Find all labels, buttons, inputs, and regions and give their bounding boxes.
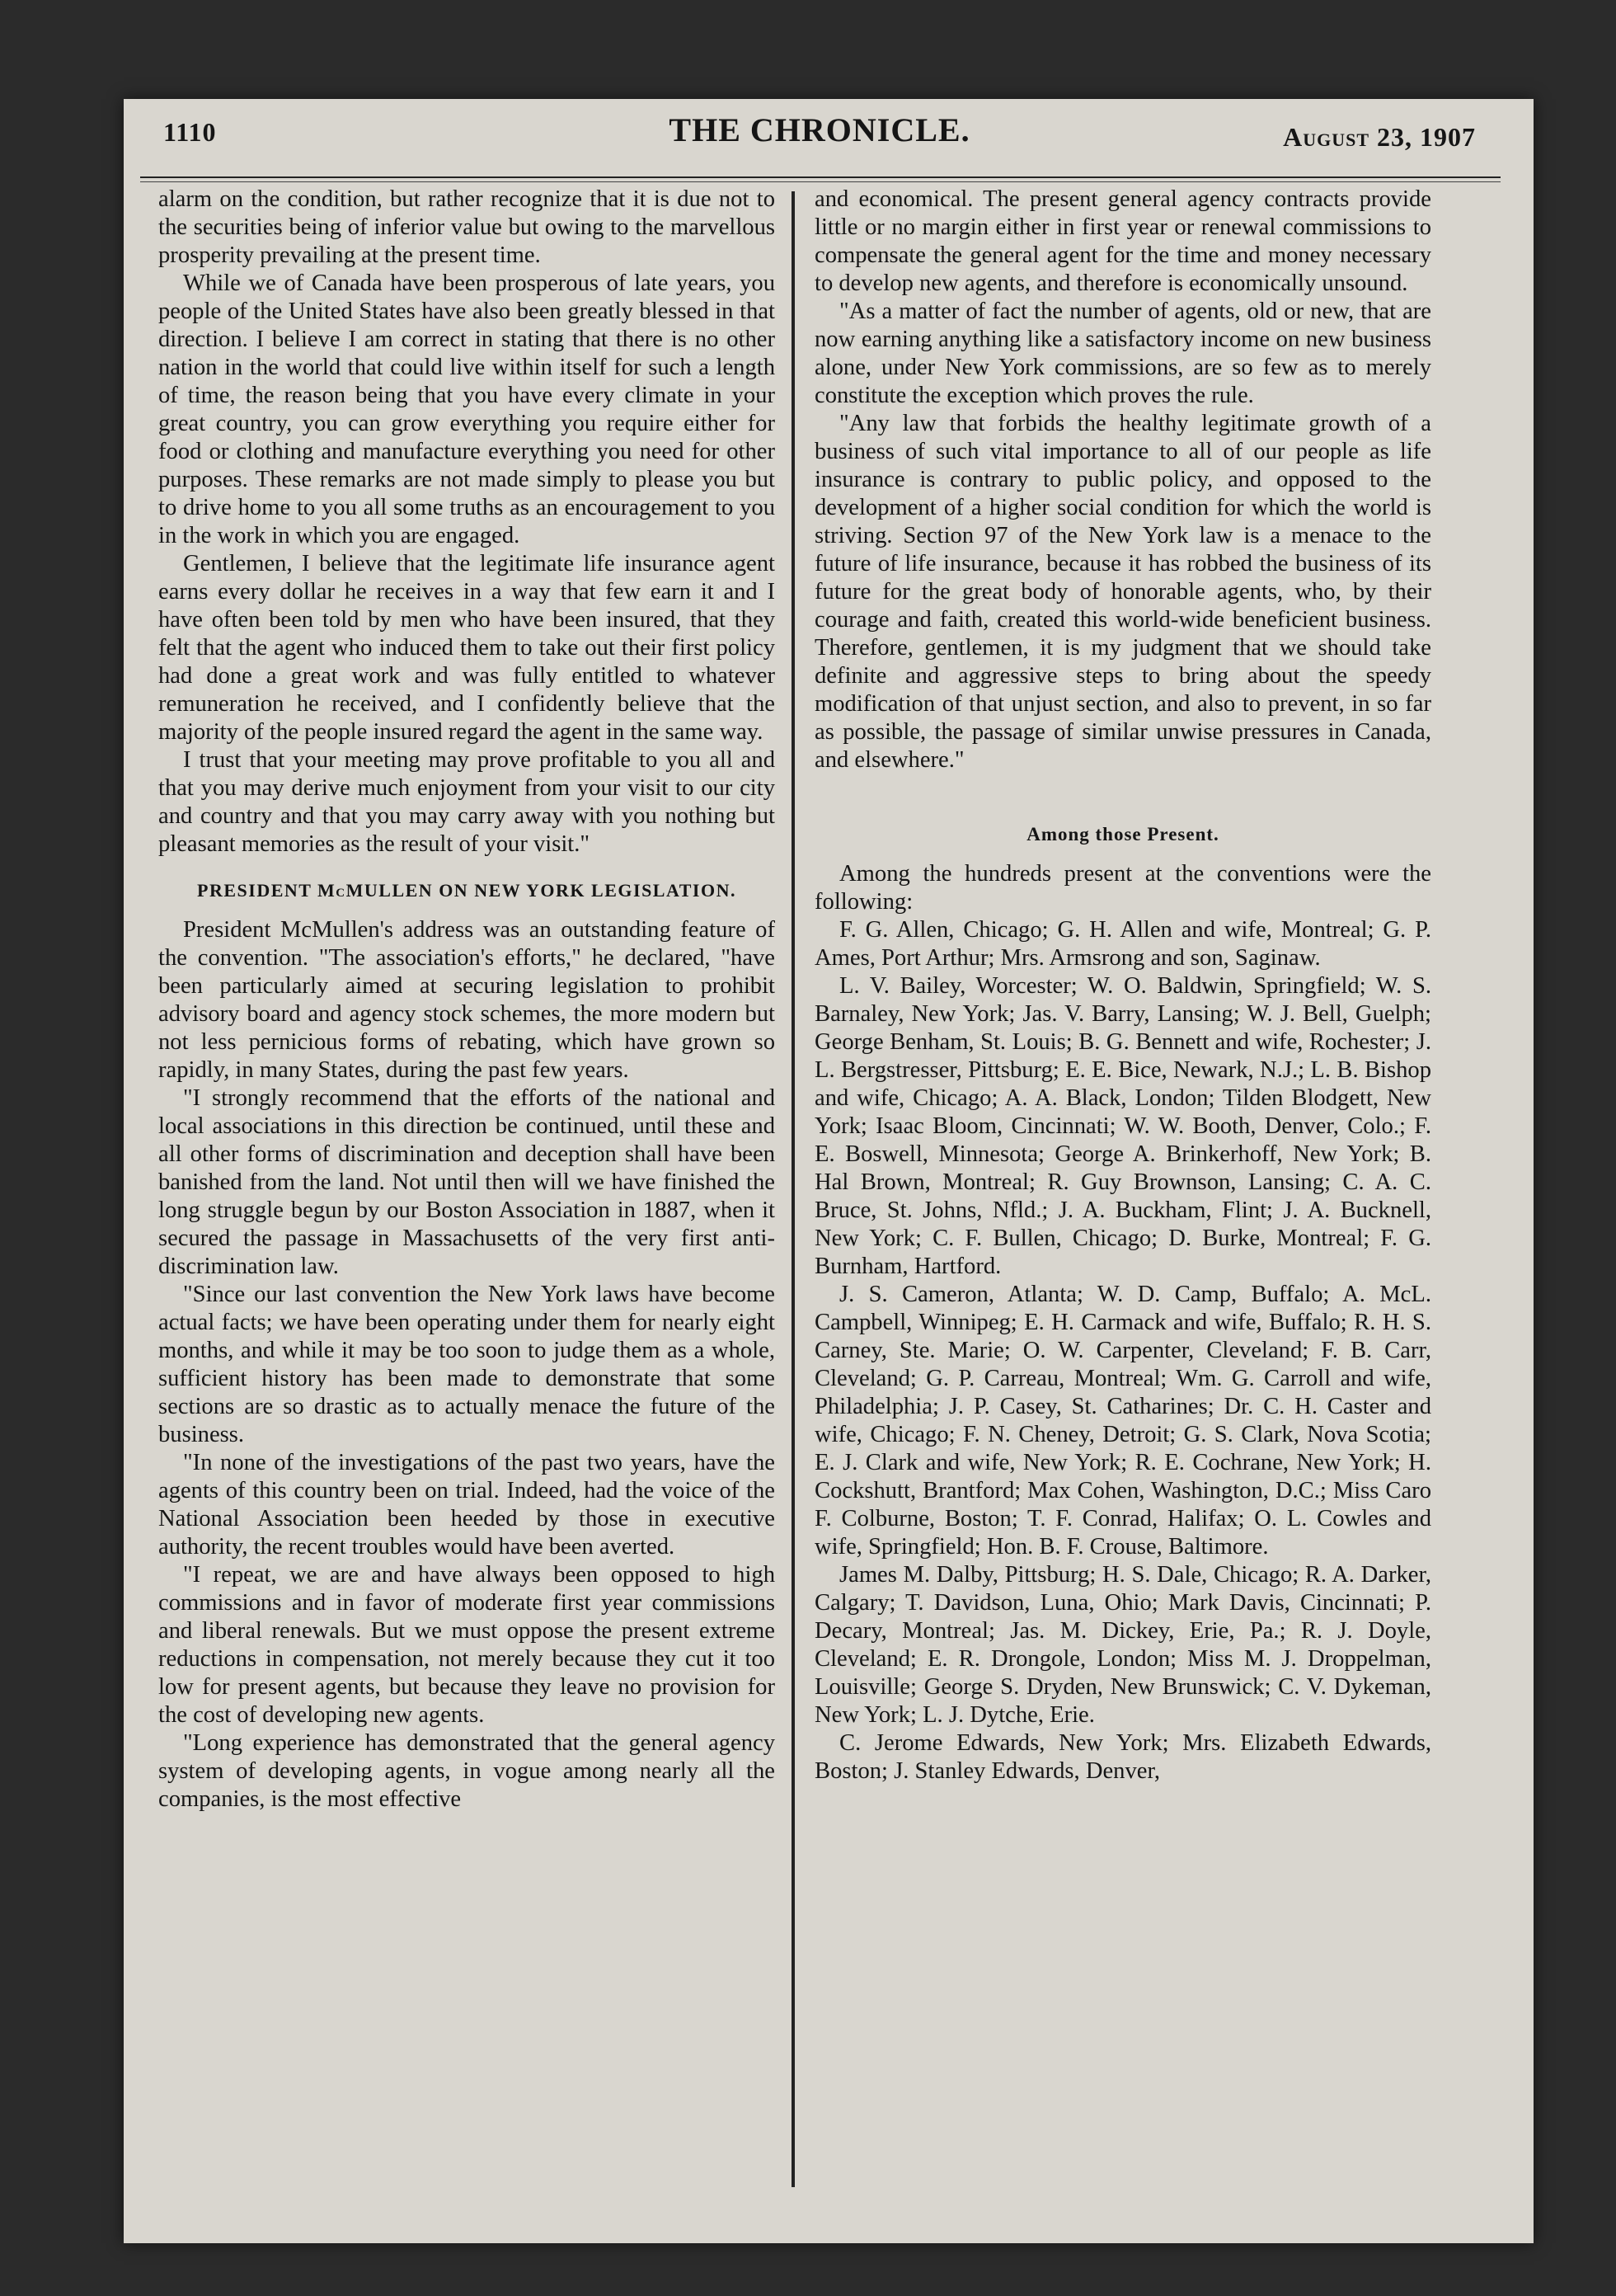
attendee-list: C. Jerome Edwards, New York; Mrs. Elizabeth Edwards, Boston; J. Stanley Edwards, Denver, — [815, 1730, 1431, 1784]
attendee-list: J. S. Cameron, Atlanta; W. D. Camp, Buffalo; A. McL. Campbell, Winnipeg; E. H. Carmack and wife, Buffalo; R. H. S. Carney, Ste. Marie; O. W. Carpenter, Cleveland; F. B. Carr, Cleveland; G. P. Carreau, Montreal; Wm. G. Carroll and wife, Philadelphia; J. P. Casey, St. Catharines; Dr. C. H. Caster and wife, Chicago; F. N. Cheney, Detroit; G. S. Clark, Nova Scotia; E. J. Clark and wife, New York; R. E. Cochrane, New York; H. Cockshutt, Brantford; Max Cohen, Washington, D.C.; Miss Caro F. Colburne, Boston; T. F. Conrad, Halifax; O. L. Cowles and wife, Springfield; Hon. B. F. Crouse, Baltimore. — [815, 1282, 1431, 1560]
paragraph: "As a matter of fact the number of agents, old or new, that are now earning anything like a satisfactory income on new business alone, under New York commissions, are so few as to merely constitute the exception which proves the rule. — [815, 299, 1431, 408]
paragraph: alarm on the condition, but rather recognize that it is due not to the securities being of inferior value but owing to the marvellous prosperity prevailing at the present time. — [158, 186, 775, 268]
paragraph: "Long experience has demonstrated that the general agency system of developing agents, in vogue among nearly all the companies, is the most effective — [158, 1730, 775, 1812]
paragraph: "Since our last convention the New York laws have become actual facts; we have been operating under them for nearly eight months, and while it may be too soon to judge them as a whole, sufficient history has been made to demonstrate that some sections are so drastic as to actually menace the future of the business. — [158, 1282, 775, 1447]
left-column — [158, 186, 775, 1814]
paragraph: "In none of the investigations of the past two years, have the agents of this country been on trial. Indeed, had the voice of the National Association been heeded by those in executive authority, the recent troubles would have been averted. — [158, 1450, 775, 1560]
issue-date: August 23, 1907 — [1283, 122, 1476, 152]
paragraph: I trust that your meeting may prove profitable to you all and that you may derive much enjoyment from your visit to our city and country and that you may carry away with you nothing but pleasant memories as the result of your visit." — [158, 747, 775, 857]
paragraph: Among the hundreds present at the conventions were the following: — [815, 861, 1431, 915]
paragraph: and economical. The present general agency contracts provide little or no margin either in first year or renewal commissions to compensate the general agent for the time and money necessary to develop new agents, and therefore is economically unsound. — [815, 186, 1431, 296]
paragraph: "I strongly recommend that the efforts of the national and local associations in this direction be continued, until these and all other forms of discrimination and deception shall have been banished from the land. Not until then will we have finished the long struggle begun by our Boston Association in 1887, when it secured the passage in Massachusetts of the very first anti-discrimination law. — [158, 1085, 775, 1279]
attendee-list: F. G. Allen, Chicago; G. H. Allen and wife, Montreal; G. P. Ames, Port Arthur; Mrs. Armsrong and son, Saginaw. — [815, 917, 1431, 971]
page-header — [163, 99, 1476, 173]
section-heading-legislation: PRESIDENT McMULLEN ON NEW YORK LEGISLATION. — [197, 880, 736, 901]
newspaper-page — [124, 99, 1534, 2243]
header-rule — [140, 176, 1501, 178]
attendee-list: L. V. Bailey, Worcester; W. O. Baldwin, Springfield; W. S. Barnaley, New York; Jas. V. Barry, Lansing; W. J. Bell, Guelph; George Benham, St. Louis; B. G. Bennett and wife, Rochester; J. L. Bergstresser, Pittsburg; E. E. Bice, Newark, N.J.; L. B. Bishop and wife, Chicago; A. A. Black, London; Tilden Blodgett, New York; Isaac Bloom, Cincinnati; W. W. Booth, Denver, Colo.; F. E. Boswell, Minnesota; George A. Brinkerhoff, New York; B. Hal Brown, Montreal; R. Guy Brownson, Lansing; C. A. C. Bruce, St. Johns, Nfld.; J. A. Buckham, Flint; J. A. Bucknell, New York; C. F. Bullen, Chicago; D. Burke, Montreal; F. G. Burnham, Hartford. — [815, 973, 1431, 1279]
section-heading-attendees: Among those Present. — [1026, 824, 1219, 845]
publication-title: THE CHRONICLE. — [669, 111, 970, 148]
page-number: 1110 — [163, 117, 217, 147]
paragraph: "Any law that forbids the healthy legitimate growth of a business of such vital importance to all of our people as life insurance is contrary to public policy, and opposed to the development of a higher social condition for which the world is striving. Section 97 of the New York law is a menace to the future of life insurance, because it has robbed the business of its future for the great body of honorable agents, who, by their courage and faith, created this world-wide beneficient business. Therefore, gentlemen, it is my judgment that we should take definite and aggressive steps to bring about the speedy modification of that unjust section, and also to prevent, in so far as possible, the passage of similar unwise pressures in Canada, and elsewhere." — [815, 411, 1431, 773]
header-rule-secondary — [140, 181, 1501, 182]
paragraph: "I repeat, we are and have always been opposed to high commissions and in favor of moderate first year commissions and liberal renewals. But we must oppose the present extreme reductions in compensation, not merely because they cut it too low for present agents, but because they leave no provision for the cost of developing new agents. — [158, 1562, 775, 1728]
column-divider — [792, 191, 795, 2187]
paragraph: While we of Canada have been prosperous of late years, you people of the United States have also been greatly blessed in that direction. I believe I am correct in stating that there is no other nation in the world that could live within itself for such a length of time, the reason being that you have every climate in your great country, you can grow everything you require either for food or clothing and manufacture everything you need for other purposes. These remarks are not made simply to please you but to drive home to you all some truths as an encouragement to you in the work in which you are engaged. — [158, 271, 775, 548]
right-column — [815, 186, 1431, 1786]
paragraph: President McMullen's address was an outstanding feature of the convention. "The association's efforts," he declared, "have been particularly aimed at securing legislation to prohibit advisory board and agency stock schemes, the more modern but not less pernicious forms of rebating, which have grown so rapidly, in many States, during the past few years. — [158, 917, 775, 1083]
attendee-list: James M. Dalby, Pittsburg; H. S. Dale, Chicago; R. A. Darker, Calgary; T. Davidson, Luna, Ohio; Mark Davis, Cincinnati; P. Decary, Montreal; Jas. M. Dickey, Erie, Pa.; R. J. Doyle, Cleveland; E. R. Drongole, London; Miss M. J. Droppelman, Louisville; George S. Dryden, New Brunswick; C. V. Dykeman, New York; L. J. Dytche, Erie. — [815, 1562, 1431, 1728]
paragraph: Gentlemen, I believe that the legitimate life insurance agent earns every dollar he receives in a way that few earn it and I have often been told by men who have been insured, that they felt that the agent who induced them to take out their first policy had done a great work and was fully entitled to whatever remuneration he received, and I confidently believe that the majority of the people insured regard the agent in the same way. — [158, 551, 775, 745]
